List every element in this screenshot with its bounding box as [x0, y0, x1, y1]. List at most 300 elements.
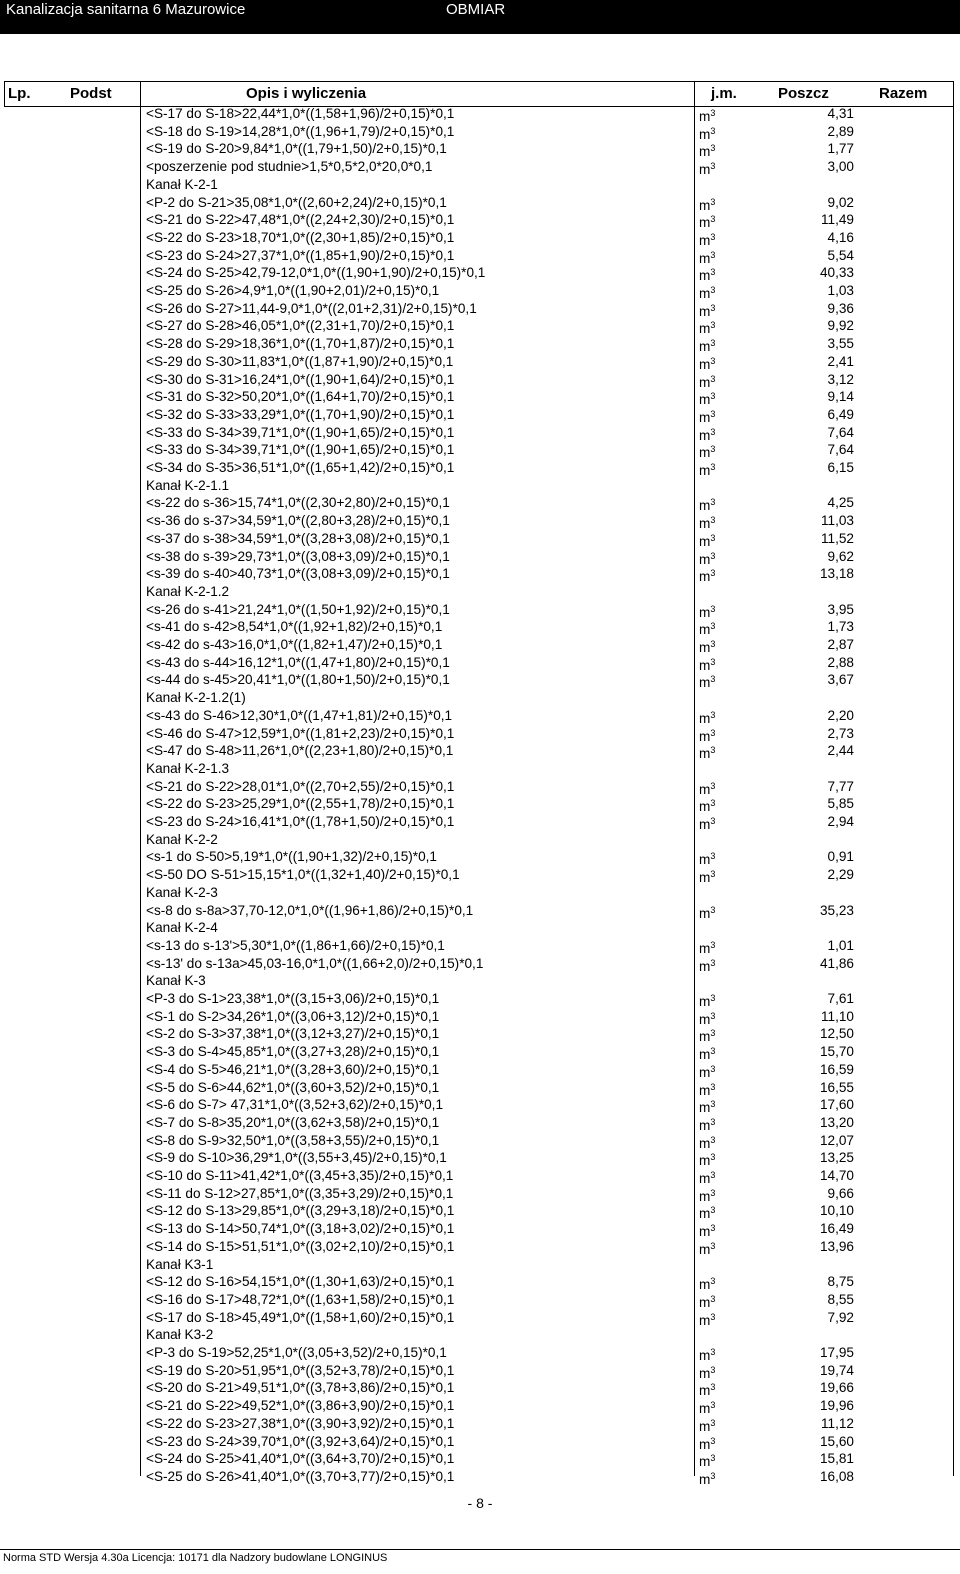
unit-exponent: 3	[710, 497, 716, 508]
partial-value: 19,96	[819, 1398, 854, 1414]
partial-value: 4,16	[827, 229, 854, 245]
table-row	[0, 848, 960, 866]
calculation-text: <S-17 do S-18>45,49*1,0*((1,58+1,60)/2+0,15)*0,1	[146, 1309, 455, 1325]
unit-base: m	[699, 1401, 711, 1417]
unit-exponent: 3	[710, 869, 716, 880]
table-row	[0, 123, 960, 141]
table-row	[0, 459, 960, 477]
section-heading-row	[0, 831, 960, 849]
section-heading-row	[0, 176, 960, 194]
unit-base: m	[699, 268, 711, 284]
section-heading-row	[0, 583, 960, 601]
partial-value: 2,20	[827, 707, 854, 723]
partial-value: 0,91	[827, 849, 854, 865]
section-heading: Kanał K-2-3	[146, 884, 218, 900]
unit-base: m	[699, 958, 711, 974]
calculation-text: <S-13 do S-14>50,74*1,0*((3,18+3,02)/2+0,15)*0,1	[146, 1221, 455, 1237]
section-heading: Kanał K-2-1.2	[146, 583, 230, 599]
unit-base: m	[699, 1135, 711, 1151]
section-heading: Kanał K-3	[146, 973, 206, 989]
calculation-text: <S-23 do S-24>39,70*1,0*((3,92+3,64)/2+0,15)*0,1	[146, 1433, 455, 1449]
partial-value: 41,86	[819, 955, 854, 971]
unit-exponent: 3	[710, 125, 716, 136]
document-title: Kanalizacja sanitarna 6 Mazurowice	[6, 1, 246, 18]
unit-exponent: 3	[710, 285, 716, 295]
table-row	[0, 247, 960, 265]
table-row	[0, 813, 960, 831]
unit-exponent: 3	[710, 1293, 716, 1304]
unit-exponent: 3	[710, 444, 716, 455]
table-row	[0, 353, 960, 371]
table-row	[0, 105, 960, 123]
unit-base: m	[699, 162, 711, 178]
partial-value: 13,20	[819, 1114, 854, 1130]
unit-base: m	[699, 1064, 711, 1080]
unit-exponent: 3	[710, 1187, 716, 1198]
calculation-text: <S-30 do S-31>16,24*1,0*((1,90+1,64)/2+0,15)*0,1	[146, 371, 455, 387]
section-heading-row	[0, 919, 960, 937]
table-row	[0, 317, 960, 335]
partial-value: 9,14	[827, 389, 854, 405]
partial-value: 3,12	[827, 371, 854, 387]
calculation-text: <S-33 do S-34>39,71*1,0*((1,90+1,65)/2+0,15)*0,1	[146, 424, 455, 440]
partial-value: 7,64	[827, 442, 854, 458]
unit-exponent: 3	[710, 745, 716, 756]
table-row	[0, 335, 960, 353]
table-row	[0, 1220, 960, 1238]
unit-exponent: 3	[710, 1170, 716, 1180]
section-heading: Kanał K3-2	[146, 1327, 214, 1343]
unit-exponent: 3	[710, 108, 716, 118]
partial-value: 3,55	[827, 336, 854, 352]
table-row	[0, 1149, 960, 1167]
table-row	[0, 937, 960, 955]
table-row	[0, 1079, 960, 1097]
unit-base: m	[699, 498, 711, 514]
calculation-text: <S-32 do S-33>33,29*1,0*((1,70+1,90)/2+0,15)*0,1	[146, 406, 455, 422]
unit-base: m	[699, 463, 711, 478]
table-row	[0, 548, 960, 566]
unit-base: m	[699, 940, 711, 956]
partial-value: 9,36	[827, 300, 854, 316]
calculation-text: <s-22 do s-36>15,74*1,0*((2,30+2,80)/2+0,15)*0,1	[146, 495, 450, 511]
table-header	[4, 81, 954, 107]
section-heading-row	[0, 1326, 960, 1344]
partial-value: 7,92	[827, 1309, 854, 1325]
table-row	[0, 1185, 960, 1203]
unit-base: m	[699, 427, 711, 443]
unit-base: m	[699, 392, 711, 408]
unit-base: m	[699, 1029, 711, 1045]
calculation-text: <s-13' do s-13a>45,03-16,0*1,0*((1,66+2,0)/2+0,15)*0,1	[146, 955, 484, 971]
section-heading-row	[0, 884, 960, 902]
unit-exponent: 3	[710, 550, 716, 561]
unit-base: m	[699, 551, 711, 567]
unit-base: m	[699, 215, 711, 231]
unit-exponent: 3	[710, 798, 716, 809]
table-row	[0, 1043, 960, 1061]
calculation-text: <S-27 do S-28>46,05*1,0*((2,31+1,70)/2+0,15)*0,1	[146, 318, 455, 334]
calculation-text: <s-41 do s-42>8,54*1,0*((1,92+1,82)/2+0,15)*0,1	[146, 619, 443, 635]
partial-value: 2,73	[827, 725, 854, 741]
calculation-text: <S-7 do S-8>35,20*1,0*((3,62+3,58)/2+0,15)*0,1	[146, 1114, 440, 1130]
header-razem: Razem	[879, 85, 928, 102]
calculation-text: <S-16 do S-17>48,72*1,0*((1,63+1,58)/2+0,15)*0,1	[146, 1291, 455, 1307]
partial-value: 7,64	[827, 424, 854, 440]
partial-value: 11,49	[820, 212, 854, 228]
unit-exponent: 3	[710, 302, 716, 313]
partial-value: 2,94	[827, 814, 854, 829]
table-row	[0, 406, 960, 424]
partial-value: 3,95	[827, 601, 854, 617]
unit-exponent: 3	[710, 1240, 716, 1251]
partial-value: 6,15	[827, 460, 854, 475]
partial-value: 17,60	[819, 1097, 854, 1113]
partial-value: 19,74	[819, 1362, 854, 1378]
unit-exponent: 3	[710, 1417, 716, 1428]
unit-base: m	[699, 1153, 711, 1169]
calculation-text: <S-29 do S-30>11,83*1,0*((1,87+1,90)/2+0,15)*0,1	[146, 353, 454, 369]
calculation-text: <S-11 do S-12>27,85*1,0*((3,35+3,29)/2+0,15)*0,1	[146, 1185, 454, 1201]
unit-base: m	[699, 1471, 711, 1487]
section-heading-row	[0, 689, 960, 707]
unit-exponent: 3	[710, 1453, 716, 1464]
table-row	[0, 140, 960, 158]
partial-value: 7,77	[827, 778, 854, 794]
unit-exponent: 3	[710, 709, 716, 720]
calculation-text: <S-25 do S-26>41,40*1,0*((3,70+3,77)/2+0,15)*0,1	[146, 1468, 455, 1484]
unit-base: m	[699, 781, 711, 797]
unit-base: m	[699, 1082, 711, 1098]
table-row	[0, 1309, 960, 1327]
section-heading-row	[0, 477, 960, 495]
table-row	[0, 530, 960, 548]
section-heading: Kanał K3-1	[146, 1256, 214, 1272]
partial-value: 6,49	[827, 406, 854, 422]
partial-value: 1,03	[827, 283, 854, 298]
section-heading: Kanał K-2-2	[146, 831, 218, 847]
table-row	[0, 1344, 960, 1362]
calculation-text: <S-9 do S-10>36,29*1,0*((3,55+3,45)/2+0,15)*0,1	[146, 1150, 447, 1166]
calculation-text: <poszerzenie pod studnie>1,5*0,5*2,0*20,0*0,1	[146, 159, 433, 175]
table-row	[0, 1238, 960, 1256]
unit-base: m	[699, 533, 711, 549]
unit-exponent: 3	[710, 727, 716, 738]
calculation-text: <S-14 do S-15>51,51*1,0*((3,02+2,10)/2+0,15)*0,1	[146, 1238, 455, 1254]
table-row	[0, 1008, 960, 1026]
partial-value: 9,62	[827, 548, 854, 564]
unit-base: m	[699, 1418, 711, 1434]
unit-exponent: 3	[710, 196, 716, 207]
table-row	[0, 1114, 960, 1132]
section-title: OBMIAR	[446, 1, 506, 18]
header-podst: Podst	[70, 85, 112, 102]
table-row	[0, 1450, 960, 1468]
partial-value: 17,95	[819, 1345, 854, 1360]
calculation-text: <S-31 do S-32>50,20*1,0*((1,64+1,70)/2+0,15)*0,1	[146, 389, 455, 405]
unit-exponent: 3	[710, 1028, 716, 1039]
section-heading: Kanał K-2-1.2(1)	[146, 690, 246, 706]
unit-exponent: 3	[710, 993, 716, 1003]
unit-base: m	[699, 250, 711, 266]
header-opis: Opis i wyliczenia	[246, 85, 367, 102]
unit-base: m	[699, 604, 711, 620]
unit-base: m	[699, 232, 711, 248]
table-row	[0, 1362, 960, 1380]
calculation-text: <S-47 do S-48>11,26*1,0*((2,23+1,80)/2+0,15)*0,1	[146, 743, 454, 759]
calculation-text: <S-34 do S-35>36,51*1,0*((1,65+1,42)/2+0,15)*0,1	[146, 460, 455, 475]
calculation-text: <S-21 do S-22>47,48*1,0*((2,24+2,30)/2+0,15)*0,1	[146, 212, 455, 228]
unit-exponent: 3	[710, 780, 716, 791]
unit-base: m	[699, 852, 711, 868]
partial-value: 2,87	[827, 637, 854, 652]
calculation-text: <s-1 do S-50>5,19*1,0*((1,90+1,32)/2+0,15)*0,1	[146, 849, 437, 865]
unit-base: m	[699, 1011, 711, 1027]
calculation-text: <S-24 do S-25>41,40*1,0*((3,64+3,70)/2+0,15)*0,1	[146, 1451, 455, 1467]
table-row	[0, 636, 960, 654]
unit-exponent: 3	[710, 656, 716, 667]
calculation-text: <S-8 do S-9>32,50*1,0*((3,58+3,55)/2+0,15)*0,1	[146, 1132, 440, 1148]
unit-base: m	[699, 1348, 711, 1363]
unit-exponent: 3	[710, 603, 716, 614]
table-row	[0, 1468, 960, 1486]
unit-base: m	[699, 303, 711, 319]
calculation-text: <s-43 do s-44>16,12*1,0*((1,47+1,80)/2+0,15)*0,1	[146, 654, 450, 670]
calculation-text: <S-10 do S-11>41,42*1,0*((3,45+3,35)/2+0,15)*0,1	[146, 1168, 454, 1183]
partial-value: 3,00	[827, 159, 854, 175]
unit-exponent: 3	[710, 355, 716, 366]
section-heading-row	[0, 760, 960, 778]
partial-value: 3,67	[827, 672, 854, 688]
unit-exponent: 3	[710, 462, 716, 472]
header-poszcz: Poszcz	[778, 85, 829, 102]
partial-value: 13,18	[819, 566, 854, 582]
partial-value: 2,89	[827, 123, 854, 139]
table-row	[0, 1202, 960, 1220]
unit-exponent: 3	[710, 231, 716, 242]
unit-base: m	[699, 1454, 711, 1470]
unit-base: m	[699, 321, 711, 337]
section-heading-row	[0, 972, 960, 990]
partial-value: 16,59	[819, 1061, 854, 1077]
unit-base: m	[699, 374, 711, 390]
calculation-text: <S-20 do S-21>49,51*1,0*((3,78+3,86)/2+0,15)*0,1	[146, 1380, 455, 1396]
calculation-text: <S-28 do S-29>18,36*1,0*((1,70+1,87)/2+0,15)*0,1	[146, 336, 455, 352]
partial-value: 16,49	[819, 1221, 854, 1237]
table-row	[0, 229, 960, 247]
calculation-text: <S-18 do S-19>14,28*1,0*((1,96+1,79)/2+0,15)*0,1	[146, 123, 455, 139]
calculation-text: <s-38 do s-39>29,73*1,0*((3,08+3,09)/2+0,15)*0,1	[146, 548, 450, 564]
partial-value: 15,60	[819, 1433, 854, 1449]
unit-base: m	[699, 356, 711, 372]
calculation-text: <s-8 do s-8a>37,70-12,0*1,0*((1,96+1,86)/2+0,15)*0,1	[146, 902, 474, 918]
partial-value: 1,73	[827, 619, 854, 635]
calculation-text: <S-12 do S-16>54,15*1,0*((1,30+1,63)/2+0,15)*0,1	[146, 1274, 455, 1290]
partial-value: 5,85	[827, 796, 854, 812]
table-row	[0, 211, 960, 229]
partial-value: 15,70	[819, 1044, 854, 1060]
unit-exponent: 3	[710, 373, 716, 384]
unit-label	[699, 1468, 715, 1489]
unit-base: m	[699, 1171, 711, 1186]
calculation-text: <P-2 do S-21>35,08*1,0*((2,60+2,24)/2+0,15)*0,1	[146, 194, 447, 210]
table-row	[0, 866, 960, 884]
partial-value: 1,01	[827, 937, 854, 953]
unit-exponent: 3	[710, 851, 716, 862]
partial-value: 16,08	[819, 1468, 854, 1484]
table-row	[0, 424, 960, 442]
partial-value: 15,81	[819, 1451, 854, 1467]
calculation-text: <S-23 do S-24>16,41*1,0*((1,78+1,50)/2+0,15)*0,1	[146, 814, 455, 829]
table-row	[0, 1273, 960, 1291]
calculation-text: <s-13 do s-13'>5,30*1,0*((1,86+1,66)/2+0,15)*0,1	[146, 937, 445, 953]
unit-base: m	[699, 675, 711, 691]
partial-value: 16,55	[819, 1079, 854, 1095]
table-row	[0, 300, 960, 318]
unit-exponent: 3	[710, 1081, 716, 1092]
calculation-text: <S-12 do S-13>29,85*1,0*((3,29+3,18)/2+0,15)*0,1	[146, 1203, 455, 1219]
table-row	[0, 1379, 960, 1397]
table-row	[0, 795, 960, 813]
calculation-text: <s-39 do s-40>40,73*1,0*((3,08+3,09)/2+0,15)*0,1	[146, 566, 450, 582]
table-row	[0, 725, 960, 743]
unit-exponent: 3	[710, 568, 716, 579]
unit-exponent: 3	[710, 1382, 716, 1393]
table-row	[0, 388, 960, 406]
table-row	[0, 512, 960, 530]
calculation-text: <S-50 DO S-51>15,15*1,0*((1,32+1,40)/2+0,15)*0,1	[146, 867, 460, 883]
unit-base: m	[699, 640, 711, 655]
calculation-text: <S-19 do S-20>9,84*1,0*((1,79+1,50)/2+0,15)*0,1	[146, 141, 447, 157]
table-row	[0, 742, 960, 760]
table-row	[0, 371, 960, 389]
table-row	[0, 1291, 960, 1309]
partial-value: 14,70	[819, 1168, 854, 1183]
unit-base: m	[699, 710, 711, 726]
unit-base: m	[699, 109, 711, 124]
unit-exponent: 3	[710, 1152, 716, 1163]
calculation-text: <S-17 do S-18>22,44*1,0*((1,58+1,96)/2+0,15)*0,1	[146, 106, 455, 121]
partial-value: 13,96	[819, 1238, 854, 1254]
unit-exponent: 3	[710, 320, 716, 331]
unit-exponent: 3	[710, 1400, 716, 1411]
calculation-text: <S-24 do S-25>42,79-12,0*1,0*((1,90+1,90)/2+0,15)*0,1	[146, 265, 486, 281]
partial-value: 12,50	[819, 1026, 854, 1042]
unit-base: m	[699, 1277, 711, 1293]
unit-base: m	[699, 1383, 711, 1399]
calculation-text: <S-5 do S-6>44,62*1,0*((3,60+3,52)/2+0,15)*0,1	[146, 1079, 440, 1095]
table-row	[0, 707, 960, 725]
calculation-text: <S-46 do S-47>12,59*1,0*((1,81+2,23)/2+0,15)*0,1	[146, 725, 455, 741]
unit-base: m	[699, 870, 711, 886]
unit-exponent: 3	[710, 1046, 716, 1057]
unit-base: m	[699, 622, 711, 638]
table-row	[0, 1397, 960, 1415]
calculation-text: <S-3 do S-4>45,85*1,0*((3,27+3,28)/2+0,15)*0,1	[146, 1044, 440, 1060]
unit-base: m	[699, 1100, 711, 1116]
unit-base: m	[699, 1436, 711, 1452]
unit-base: m	[699, 339, 711, 355]
table-row	[0, 1061, 960, 1079]
table-row	[0, 1025, 960, 1043]
unit-base: m	[699, 409, 711, 425]
page-number: - 8 -	[467, 1495, 493, 1511]
partial-value: 2,41	[827, 353, 854, 369]
unit-base: m	[699, 817, 711, 832]
table-row	[0, 601, 960, 619]
calculation-text: <S-1 do S-2>34,26*1,0*((3,06+3,12)/2+0,15)*0,1	[146, 1008, 440, 1024]
unit-base: m	[699, 1365, 711, 1381]
table-row	[0, 1167, 960, 1185]
table-row	[0, 1132, 960, 1150]
partial-value: 9,92	[827, 318, 854, 334]
table-row	[0, 1096, 960, 1114]
unit-base: m	[699, 144, 711, 160]
unit-base: m	[699, 994, 711, 1009]
table-row	[0, 902, 960, 920]
unit-exponent: 3	[710, 1364, 716, 1375]
calculation-text: <s-36 do s-37>34,59*1,0*((2,80+3,28)/2+0,15)*0,1	[146, 513, 450, 529]
table-row	[0, 778, 960, 796]
unit-exponent: 3	[710, 1205, 716, 1216]
unit-exponent: 3	[710, 816, 716, 826]
table-row	[0, 441, 960, 459]
partial-value: 2,88	[827, 654, 854, 670]
unit-exponent: 3	[710, 1116, 716, 1127]
unit-exponent: 3	[710, 249, 716, 260]
unit-exponent: 3	[710, 1063, 716, 1074]
unit-base: m	[699, 197, 711, 213]
unit-exponent: 3	[710, 674, 716, 685]
calculation-text: <S-25 do S-26>4,9*1,0*((1,90+2,01)/2+0,15)*0,1	[146, 283, 440, 298]
unit-base: m	[699, 1294, 711, 1310]
calculation-text: <S-26 do S-27>11,44-9,0*1,0*((2,01+2,31)/2+0,15)*0,1	[146, 300, 477, 316]
table-row	[0, 282, 960, 300]
table-row	[0, 194, 960, 212]
unit-exponent: 3	[710, 1223, 716, 1234]
unit-exponent: 3	[710, 1347, 716, 1357]
partial-value: 5,54	[827, 247, 854, 263]
unit-exponent: 3	[710, 1470, 716, 1481]
unit-base: m	[699, 1117, 711, 1133]
table-row	[0, 1415, 960, 1433]
calculation-text: <S-6 do S-7> 47,31*1,0*((3,52+3,62)/2+0,15)*0,1	[146, 1097, 444, 1113]
calculation-text: <S-33 do S-34>39,71*1,0*((1,90+1,65)/2+0,15)*0,1	[146, 442, 455, 458]
unit-exponent: 3	[710, 1134, 716, 1145]
calculation-text: <S-4 do S-5>46,21*1,0*((3,28+3,60)/2+0,15)*0,1	[146, 1061, 440, 1077]
calculation-text: <S-22 do S-23>18,70*1,0*((2,30+1,85)/2+0,15)*0,1	[146, 229, 455, 245]
calculation-text: <P-3 do S-1>23,38*1,0*((3,15+3,06)/2+0,15)*0,1	[146, 991, 440, 1006]
section-heading: Kanał K-2-1.1	[146, 477, 230, 493]
partial-value: 8,75	[827, 1274, 854, 1290]
section-heading: Kanał K-2-1.3	[146, 760, 230, 776]
calculation-text: <S-22 do S-23>27,38*1,0*((3,90+3,92)/2+0,15)*0,1	[146, 1415, 455, 1431]
table-border-left	[4, 81, 5, 106]
unit-base: m	[699, 286, 711, 301]
table-row	[0, 990, 960, 1008]
unit-exponent: 3	[710, 515, 716, 526]
unit-base: m	[699, 728, 711, 744]
calculation-text: <s-42 do s-43>16,0*1,0*((1,82+1,47)/2+0,15)*0,1	[146, 637, 443, 652]
calculation-text: <s-37 do s-38>34,59*1,0*((3,28+3,08)/2+0,15)*0,1	[146, 530, 450, 546]
partial-value: 11,52	[820, 530, 854, 546]
unit-base: m	[699, 1312, 711, 1328]
unit-base: m	[699, 1206, 711, 1222]
unit-exponent: 3	[710, 639, 716, 649]
table-row	[0, 494, 960, 512]
unit-exponent: 3	[710, 161, 716, 172]
calculation-text: <S-21 do S-22>49,52*1,0*((3,86+3,90)/2+0,15)*0,1	[146, 1398, 455, 1414]
